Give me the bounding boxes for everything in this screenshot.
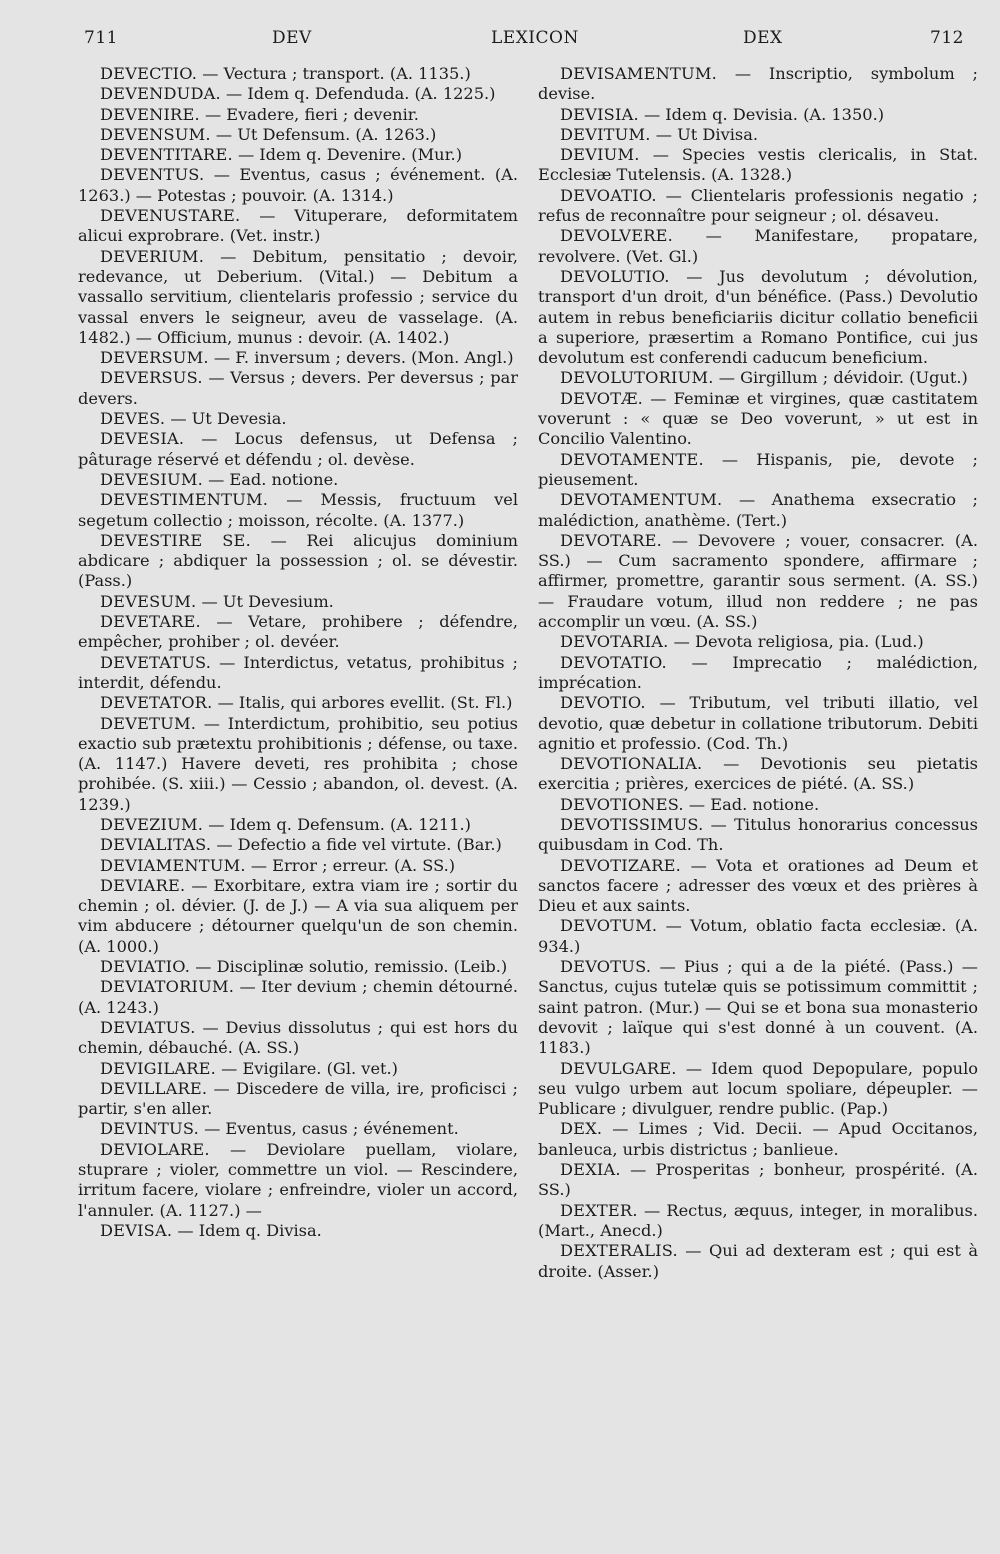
entry-definition: — Rei alicujus dominium abdicare ; abdiquer la possession ; ol. se dévestir. (Pass.): [78, 530, 518, 591]
entry-headword: DEVISAMENTUM.: [560, 64, 717, 83]
dictionary-entry: [538, 795, 978, 815]
entry-headword: DEVIALITAS.: [100, 835, 212, 855]
entry-definition: — Discedere de villa, ire, proficisci ; partir, s'en aller.: [78, 1078, 518, 1119]
entry-headword: DEVESTIRE SE.: [100, 530, 251, 550]
entry-headword: DEVECTIO.: [100, 64, 198, 83]
dictionary-entry: [78, 1079, 518, 1120]
dictionary-entry: [78, 1119, 518, 1139]
entry-headword: DEVIATUS.: [100, 1017, 196, 1037]
entry-headword: DEXTER.: [560, 1200, 638, 1220]
left-page-number: 711: [84, 28, 118, 48]
entry-definition: — Limes ; Vid. Decii. — Apud Occitanos, banleuca, urbis districtus ; banlieue.: [538, 1119, 978, 1159]
dictionary-entry: [538, 450, 978, 491]
entry-definition: — Girgillum ; dévidoir. (Ugut.): [713, 368, 968, 388]
dictionary-entry: [538, 186, 978, 227]
entry-headword: DEVENTUS.: [100, 165, 205, 185]
entry-headword: DEVOTIONALIA.: [560, 754, 703, 774]
header-title: LEXICON: [491, 28, 579, 48]
entry-definition: — Votum, oblatio facta ecclesiæ. (A. 934.): [538, 916, 978, 956]
entry-headword: DEVERIUM.: [100, 246, 205, 266]
dictionary-entry: [78, 835, 518, 855]
dictionary-entry: [538, 125, 978, 145]
entry-headword: DEVEZIUM.: [100, 814, 204, 834]
entry-headword: DEVESUM.: [100, 591, 197, 611]
entry-definition: — Debitum, pensitatio ; devoir, redevance, ut Deberium. (Vital.) — Debitum a vassallo servitium, clientelaris professio ; service du vassal envers le seigneur, aveu de vasselage. (A. 1482.) — Officium, munus : devoir. (A. 1402.): [78, 246, 518, 347]
entry-definition: — Error ; erreur. (A. SS.): [245, 855, 456, 875]
entry-headword: DEVETUM.: [100, 713, 197, 733]
right-page-number: 712: [930, 28, 964, 48]
dictionary-entry: [78, 592, 518, 612]
entry-headword: DEVETATUS.: [100, 652, 212, 672]
entry-definition: — Pius ; qui a de la piété. (Pass.) — Sanctus, cujus tutelæ quis se potissimum committit ; saint patron. (Mur.) — Qui se et bona sua monasterio devovit ; laïque qui s'est donné à un couvent. (A. 1183.): [538, 957, 978, 1058]
entry-definition: — Feminæ et virgines, quæ castitatem voverunt : « quæ se Deo voverunt, » ut est in Concilio Valentino.: [538, 388, 978, 449]
entry-headword: DEVINTUS.: [100, 1119, 199, 1139]
entry-definition: — Deviolare puellam, violare, stuprare ; violer, commettre un viol. — Rescindere, irritum facere, violare ; enfreindre, violer un accord, l'annuler. (A. 1127.) —: [78, 1139, 518, 1220]
dictionary-entry: [78, 693, 518, 713]
entry-headword: DEVISIA.: [560, 104, 639, 124]
entry-headword: DEVOATIO.: [560, 185, 657, 205]
dictionary-entry: [78, 977, 518, 1018]
entry-definition: — Versus ; devers. Per deversus ; par devers.: [78, 368, 518, 408]
dictionary-entry: [78, 531, 518, 592]
entry-headword: DEVENSUM.: [100, 124, 211, 144]
entry-definition: — Vectura ; transport. (A. 1135.): [197, 64, 471, 83]
dictionary-entry: [78, 1018, 518, 1059]
entry-headword: DEVOTAMENTE.: [560, 449, 704, 469]
entry-definition: — Idem q. Defendudа. (A. 1225.): [220, 84, 496, 104]
entry-headword: DEVOTISSIMUS.: [560, 814, 704, 834]
dictionary-entry: [538, 632, 978, 652]
entry-definition: — Devotionis seu pietatis exercitia ; prières, exercices de piété. (A. SS.): [538, 754, 978, 794]
entry-headword: DEVIATORIUM.: [100, 977, 235, 997]
dictionary-entry: [538, 754, 978, 795]
dictionary-entry: [538, 1160, 978, 1201]
dictionary-entry: [538, 368, 978, 388]
entry-definition: — Titulus honorarius concessus quibusdam in Cod. Th.: [538, 814, 978, 855]
entry-headword: DEX.: [560, 1119, 603, 1139]
entry-definition: — Interdictus, vetatus, prohibitus ; interdit, défendu.: [78, 652, 518, 692]
entry-definition: — Ead. notione.: [683, 794, 820, 814]
left-section-label: DEV: [272, 28, 312, 48]
dictionary-entry: [538, 1119, 978, 1160]
dictionary-entry: [538, 145, 978, 186]
entry-definition: — Ut Defensum. (A. 1263.): [210, 124, 437, 144]
entry-definition: — Inscriptio, symbolum ; devise.: [538, 64, 978, 104]
dictionary-entry: [78, 490, 518, 531]
entry-definition: — Hispanis, pie, devote ; pieusement.: [538, 449, 978, 489]
entry-headword: DEVISA.: [100, 1220, 173, 1240]
entry-headword: DEVULGARE.: [560, 1058, 677, 1078]
dictionary-entry: [78, 429, 518, 470]
entry-definition: — Idem q. Divisa.: [172, 1220, 322, 1240]
entry-definition: — Idem quod Depopulare, populo seu vulgo urbem aut locum spoliare, dépeupler. — Publicare ; divulguer, rendre public. (Pap.): [538, 1058, 978, 1119]
dictionary-entry: [78, 856, 518, 876]
entry-definition: — Devovere ; vouer, consacrer. (A. SS.) — Cum sacramento spondere, affirmare ; affirmer, promettre, garantir sous serment. (A. SS.) — Fraudare votum, illud non reddere ; ne pas accomplir un vœu. (A. SS.): [538, 530, 978, 632]
entry-definition: — F. inversum ; devers. (Mon. Angl.): [208, 348, 514, 368]
dictionary-entry: [78, 815, 518, 835]
entry-definition: — Eventus, casus ; événement. (A. 1263.) — Potestas ; pouvoir. (A. 1314.): [78, 165, 518, 205]
entry-definition: — Species vestis clericalis, in Stat. Ecclesiæ Tutelensis. (A. 1328.): [538, 145, 978, 185]
right-section-label: DEX: [743, 28, 783, 48]
entry-headword: DEVITUM.: [560, 124, 651, 144]
entry-definition: — Locus defensus, ut Defensa ; pâturage réservé et défendu ; ol. devèse.: [78, 429, 518, 469]
dictionary-entry: [78, 125, 518, 145]
entry-headword: DEVOLUTORIUM.: [560, 368, 714, 388]
entry-headword: DEVESTIMENTUM.: [100, 490, 269, 510]
entry-headword: DEVOTATIO.: [560, 652, 667, 672]
entry-definition: — Qui ad dexteram est ; qui est à droite. (Asser.): [538, 1241, 978, 1281]
entry-definition: — Italis, qui arbores evellit. (St. Fl.): [212, 693, 513, 713]
entry-definition: — Messis, fructuum vel segetum collectio ; moisson, récolte. (A. 1377.): [78, 490, 518, 530]
dictionary-entry: [538, 957, 978, 1058]
entry-headword: DEVOTÆ.: [560, 388, 644, 408]
dictionary-entry: [538, 64, 978, 105]
dictionary-entry: [538, 815, 978, 856]
entry-definition: — Iter devium ; chemin détourné. (A. 1243.): [78, 977, 518, 1017]
dictionary-entry: [538, 1059, 978, 1120]
entry-definition: — Devota religiosa, pia. (Lud.): [668, 632, 924, 652]
entry-headword: DEVIUM.: [560, 145, 640, 165]
entry-headword: DEVIOLARE.: [100, 1139, 210, 1159]
entry-headword: DEVOTIZARE.: [560, 855, 681, 875]
entry-headword: DEVOLUTIO.: [560, 266, 670, 286]
dictionary-entry: [78, 612, 518, 653]
dictionary-entry: [78, 1059, 518, 1079]
dictionary-entry: [78, 409, 518, 429]
dictionary-entry: [538, 1241, 978, 1282]
entry-headword: DEVIAMENTUM.: [100, 855, 246, 875]
entry-definition: — Tributum, vel tributi illatio, vel devotio, quæ debetur in collatione tributorum. Debiti agnitio et professio. (Cod. Th.): [538, 693, 978, 753]
right-column: [538, 64, 978, 1282]
dictionary-entry: [538, 916, 978, 957]
entry-definition: — Clientelaris professionis negatio ; refus de reconnaître pour seigneur ; ol. désaveu.: [538, 185, 978, 226]
dictionary-entry: [538, 653, 978, 694]
dictionary-entry: [538, 105, 978, 125]
entry-definition: — Ut Devesium.: [196, 591, 334, 611]
entry-headword: DEVOTARIA.: [560, 632, 669, 652]
dictionary-entry: [78, 165, 518, 206]
entry-definition: — Rectus, æquus, integer, in moralibus. (Mart., Anecd.): [538, 1200, 978, 1240]
entry-definition: — Disciplinæ solutio, remissio. (Leib.): [190, 957, 508, 977]
entry-headword: DEVOTARE.: [560, 530, 663, 550]
entry-definition: — Interdictum, prohibitio, seu potius exactio sub prætextu prohibitionis ; défense, ou taxe. (A. 1147.) Havere deveti, res prohibita ; chose prohibée. (S. xiii.) — Cessio ; abandon, ol. devest. (A. 1239.): [78, 713, 518, 814]
entry-columns: [78, 64, 978, 1282]
entry-headword: DEVOTIO.: [560, 693, 646, 713]
dictionary-entry: [78, 105, 518, 125]
dictionary-entry: [538, 531, 978, 632]
entry-definition: — Prosperitas ; bonheur, prospérité. (A. SS.): [538, 1160, 978, 1200]
dictionary-entry: [538, 490, 978, 531]
entry-definition: — Evigilare. (Gl. vet.): [216, 1058, 398, 1078]
entry-headword: DEVIARE.: [100, 875, 186, 895]
entry-definition: — Devius dissolutus ; qui est hors du chemin, débauché. (A. SS.): [78, 1017, 518, 1058]
dictionary-entry: [78, 84, 518, 104]
dictionary-entry: [78, 1140, 518, 1221]
entry-definition: — Anathema exsecratio ; malédiction, anathème. (Tert.): [538, 490, 978, 530]
dictionary-entry: [78, 653, 518, 694]
dictionary-entry: [538, 856, 978, 917]
entry-definition: — Imprecatio ; malédiction, imprécation.: [538, 652, 978, 692]
entry-definition: — Idem q. Devenire. (Mur.): [232, 145, 463, 165]
left-column: [78, 64, 518, 1282]
entry-headword: DEVOTUM.: [560, 916, 658, 936]
entry-headword: DEVETATOR.: [100, 693, 213, 713]
entry-headword: DEVOTAMENTUM.: [560, 490, 723, 510]
entry-definition: — Vituperare, deformitatem alicui exprobrare. (Vet. instr.): [78, 206, 518, 246]
dictionary-entry: [538, 1201, 978, 1242]
entry-headword: DEVENUSTARE.: [100, 206, 241, 226]
entry-headword: DEVIATIO.: [100, 957, 191, 977]
entry-definition: — Exorbitare, extra viam ire ; sortir du chemin ; ol. dévier. (J. de J.) — A via sua aliquem per vim abducere ; détourner quelqu'un de son chemin. (A. 1000.): [78, 875, 518, 956]
entry-definition: — Idem q. Defensum. (A. 1211.): [203, 814, 471, 834]
dictionary-entry: [78, 64, 518, 84]
entry-headword: DEVILLARE.: [100, 1078, 208, 1098]
dictionary-entry: [78, 470, 518, 490]
entry-headword: DEVERSUS.: [100, 368, 203, 388]
running-header: [0, 28, 1000, 58]
entry-headword: DEVOLVERE.: [560, 226, 673, 246]
entry-definition: — Vota et orationes ad Deum et sanctos facere ; adresser des vœux et des prières à Dieu et aux saints.: [538, 855, 978, 916]
entry-headword: DEXIA.: [560, 1160, 621, 1180]
entry-definition: — Manifestare, propatare, revolvere. (Vet. Gl.): [538, 226, 978, 266]
dictionary-entry: [538, 389, 978, 450]
dictionary-entry: [78, 247, 518, 348]
entry-definition: — Defectio a fide vel virtute. (Bar.): [211, 835, 502, 855]
dictionary-entry: [538, 267, 978, 368]
entry-headword: DEVOTIONES.: [560, 794, 684, 814]
entry-headword: DEVIGILARE.: [100, 1058, 216, 1078]
dictionary-entry: [78, 1221, 518, 1241]
dictionary-entry: [78, 206, 518, 247]
entry-headword: DEVENIRE.: [100, 104, 200, 124]
entry-definition: — Ut Devesia.: [165, 409, 287, 429]
dictionary-entry: [538, 693, 978, 754]
dictionary-entry: [78, 876, 518, 957]
dictionary-entry: [78, 714, 518, 815]
entry-headword: DEVES.: [100, 409, 166, 429]
dictionary-entry: [78, 957, 518, 977]
entry-definition: — Eventus, casus ; événement.: [198, 1119, 459, 1139]
entry-definition: — Evadere, fieri ; devenir.: [199, 104, 419, 124]
entry-definition: — Ut Divisa.: [650, 124, 758, 144]
dictionary-entry: [78, 348, 518, 368]
dictionary-entry: [538, 226, 978, 267]
dictionary-entry: [78, 145, 518, 165]
entry-definition: — Jus devolutum ; dévolution, transport d'un droit, d'un bénéfice. (Pass.) Devolutio autem in rebus beneficiariis dicitur collatio beneficii a superiore, præsertim a Romano Pontifice, cui jus devolutum est conferendi caducum beneficium.: [538, 266, 978, 368]
entry-definition: — Ead. notione.: [202, 469, 339, 489]
entry-headword: DEVERSUM.: [100, 348, 209, 368]
entry-headword: DEXTERALIS.: [560, 1241, 678, 1261]
dictionary-entry: [78, 368, 518, 409]
entry-headword: DEVESIA.: [100, 429, 185, 449]
entry-headword: DEVOTUS.: [560, 957, 652, 977]
entry-headword: DEVETARE.: [100, 612, 201, 632]
entry-headword: DEVENDUDA.: [100, 84, 221, 104]
entry-definition: — Vetare, prohibere ; défendre, empêcher, prohiber ; ol. devéer.: [78, 612, 518, 652]
entry-headword: DEVENTITARE.: [100, 145, 233, 165]
entry-definition: — Idem q. Devisia. (A. 1350.): [638, 104, 885, 124]
entry-headword: DEVESIUM.: [100, 469, 203, 489]
